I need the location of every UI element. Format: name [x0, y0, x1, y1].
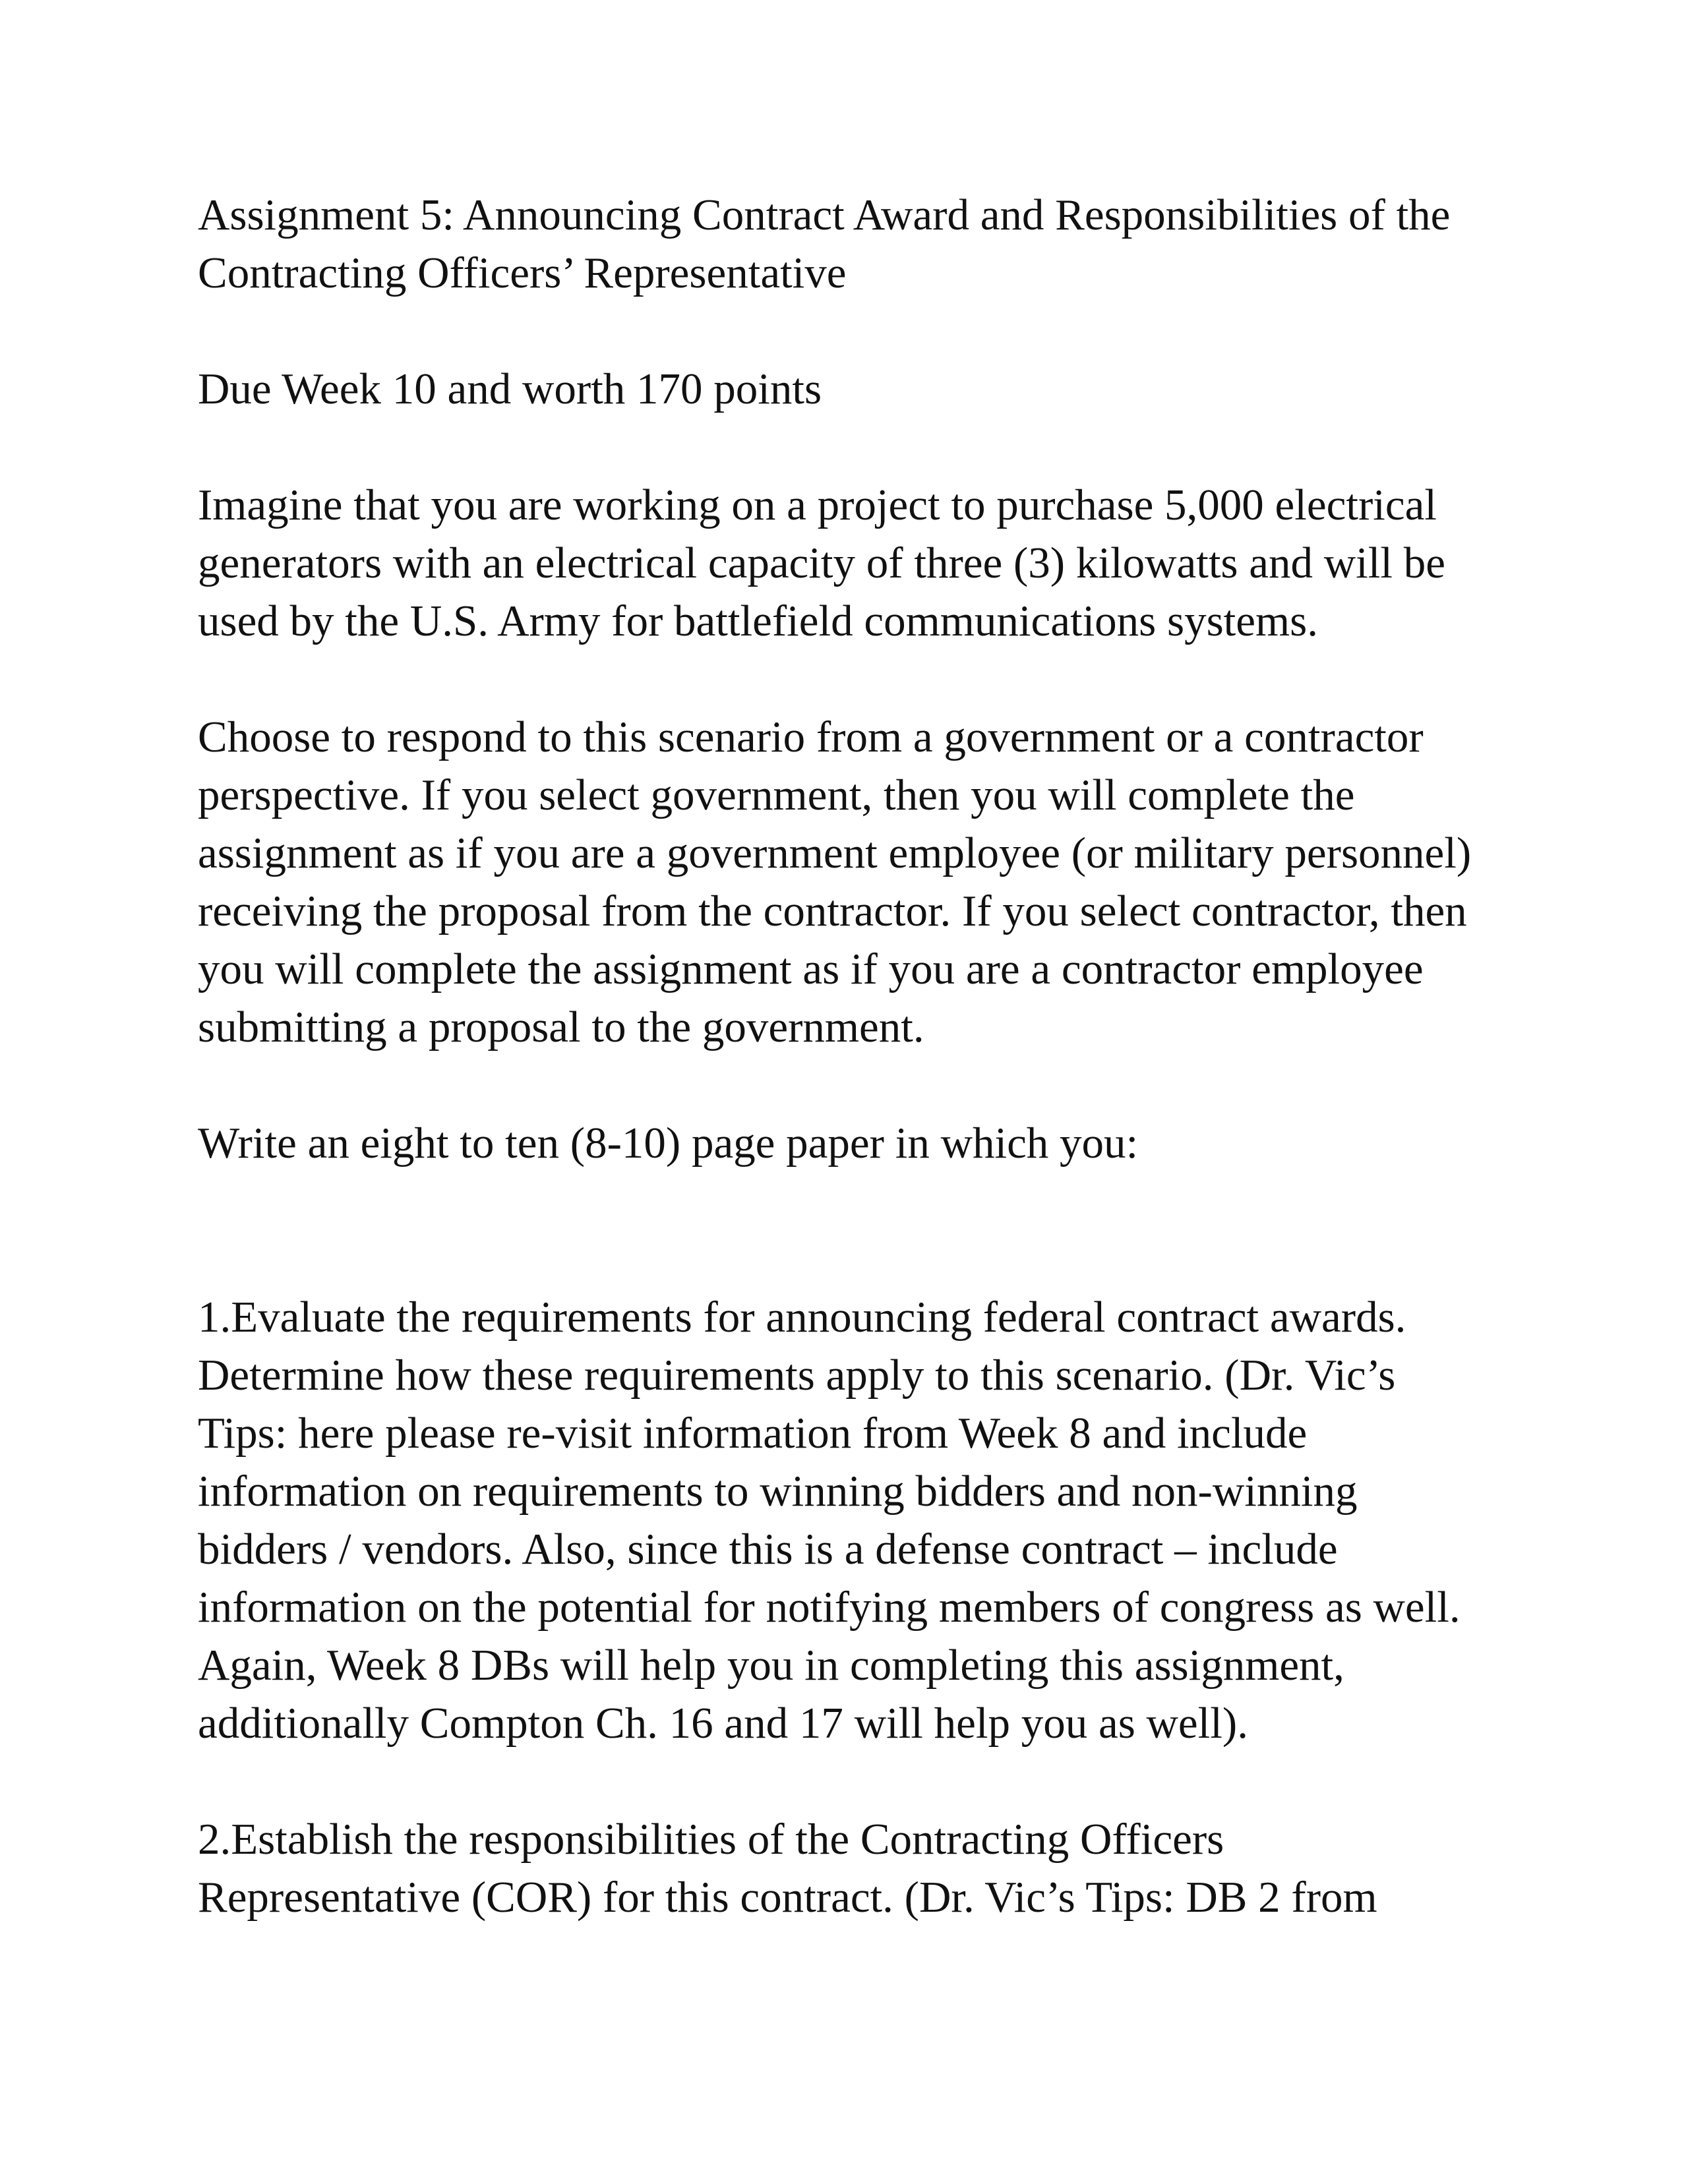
text-line: information on the potential for notifying members of congress as well.	[198, 1583, 1461, 1632]
perspective-paragraph	[198, 708, 1517, 1056]
instruction-paragraph	[198, 1114, 1517, 1172]
text-line: additionally Compton Ch. 16 and 17 will help you as well).	[198, 1699, 1248, 1748]
text-line: Imagine that you are working on a project to purchase 5,000 electrical	[198, 481, 1437, 529]
text-line: Write an eight to ten (8-10) page paper in which you:	[198, 1119, 1139, 1167]
list-item-2	[198, 1810, 1517, 1926]
text-line: generators with an electrical capacity of three (3) kilowatts and will be	[198, 539, 1445, 587]
text-line: Again, Week 8 DBs will help you in completing this assignment,	[198, 1641, 1344, 1690]
text-line: Tips: here please re-visit information from Week 8 and include	[198, 1409, 1308, 1458]
scenario-paragraph	[198, 476, 1517, 650]
title-line: Assignment 5: Announcing Contract Award and Responsibilities of the	[198, 191, 1451, 239]
due-line: Due Week 10 and worth 170 points	[198, 365, 822, 413]
assignment-title	[198, 186, 1517, 302]
text-line: receiving the proposal from the contractor. If you select contractor, then	[198, 887, 1467, 935]
due-date	[198, 360, 1517, 418]
text-line: assignment as if you are a government employee (or military personnel)	[198, 829, 1472, 877]
text-line: 1.Evaluate the requirements for announcing federal contract awards.	[198, 1293, 1406, 1342]
text-line: information on requirements to winning bidders and non-winning	[198, 1467, 1358, 1516]
title-line: Contracting Officers’ Representative	[198, 249, 847, 297]
text-line: Choose to respond to this scenario from a government or a contractor	[198, 713, 1424, 761]
document-body	[198, 186, 1517, 1984]
text-line: Representative (COR) for this contract. (Dr. Vic’s Tips: DB 2 from	[198, 1873, 1377, 1922]
text-line: bidders / vendors. Also, since this is a defense contract – include	[198, 1525, 1338, 1574]
text-line: submitting a proposal to the government.	[198, 1003, 924, 1051]
text-line: Determine how these requirements apply to this scenario. (Dr. Vic’s	[198, 1351, 1396, 1400]
text-line: you will complete the assignment as if you are a contractor employee	[198, 945, 1424, 993]
text-line: perspective. If you select government, then you will complete the	[198, 771, 1355, 819]
text-line: used by the U.S. Army for battlefield communications systems.	[198, 597, 1318, 645]
list-item-1	[198, 1288, 1517, 1752]
text-line: 2.Establish the responsibilities of the Contracting Officers	[198, 1815, 1224, 1864]
